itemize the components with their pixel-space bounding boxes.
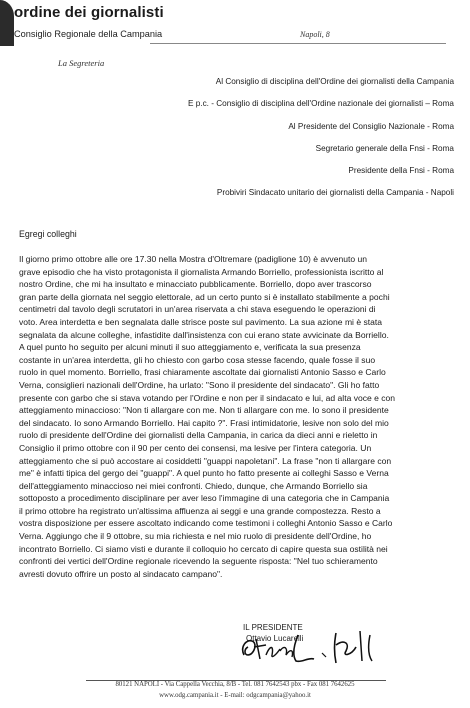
body-line: il primo ottobre ha registrato un'altissima affluenza ai seggi e una grande compostezza. Resto a (19, 505, 381, 516)
body-line: Consiglio il primo ottobre con il 90 per cento dei consensi, ma lesive per l'intera categoria. Un (19, 442, 372, 453)
body-line: dell'atteggiamento minaccioso nei miei confronti. Chiedo, dunque, che Armando Borriello sia (19, 480, 368, 491)
addressee: Al Consiglio di disciplina dell'Ordine dei giornalisti della Campania (215, 77, 454, 86)
footer-contacts: www.odg.campania.it - E-mail: odgcampania@yahoo.it (159, 692, 311, 699)
body-line: centimetri dal tavolo degli scrutatori in un'area riservata a chi stava eseguendo le operazioni di (19, 304, 376, 315)
org-subtitle: Consiglio Regionale della Campania (14, 29, 163, 39)
body-line: gran parte della giornata nel seggio elettorale, ad un certo punto si è installato stabilmente a pochi (19, 291, 390, 302)
place-date: Napoli, 8 (300, 30, 330, 39)
body-line: segnalata da alcune colleghe, infastidite dall'insistenza con cui erano state avvicinate da Borriello. (19, 329, 389, 340)
signature-name: Ottavio Lucarelli (246, 634, 304, 643)
body-line: grave episodio che ha visto protagonista il giornalista Armando Borriello, professionista iscritto al (19, 266, 384, 277)
header-divider (150, 43, 446, 44)
body-line: Il giorno primo ottobre alle ore 17.30 nella Mostra d'Oltremare (padiglione 10) è avvenuto un (19, 254, 367, 264)
body-line: del sindacato. Io sono Armando Borriello. Hai capito ?". Frasi intimidatorie, lesive non solo del mio (19, 417, 389, 428)
logo-icon (0, 0, 14, 46)
org-name: ordine dei giornalisti (14, 4, 164, 21)
body-line: confronti dei vertici dell'Ordine regionale ricevendo la seguente risposta: "Nel tuo schieramento (19, 556, 378, 567)
handwritten-signature (236, 625, 386, 667)
addressee: Al Presidente del Consiglio Nazionale - Roma (288, 121, 454, 131)
addressee: Probiviri Sindacato unitario dei giornalisti della Campania - Napoli (216, 188, 454, 198)
body-line: incontrato Borriello. Ci siamo visti e durante il colloquio ho cercato di capire questa sua ostilità nei (19, 543, 388, 554)
body-line: avresti dovuto offrire un posto al sindacato campano". (19, 568, 223, 579)
letter-body (19, 253, 457, 580)
body-line: A quel punto ho seguito per alcuni minuti il suo atteggiamento e, verificata la sua presenza (19, 342, 361, 353)
secretariat-label: La Segreteria (58, 58, 105, 68)
signature-role: IL PRESIDENTE (243, 623, 303, 632)
body-line: vostra disposizione per essere ascoltato indicando come testimoni i colleghi Antonio Sasso e Carlo (19, 518, 393, 529)
body-line: sottoposto a procedimento disciplinare per aver leso l'immagine di una categoria che in Campania (19, 493, 390, 504)
body-line: presente con garbo che si stava votando per l'Ordine e non per il sindacato e lui, ad alta voce e con (19, 392, 396, 403)
body-line: nostro Ordine, che mi ha insultato e minacciato pubblicamente. Borriello, dopo aver trascorso (19, 279, 372, 290)
body-line: ruolo in quel momento. Borriello, frasi chiaramente ascoltate dai giornalisti Antonio Sasso e Carlo (19, 367, 386, 378)
greeting: Egregi colleghi (19, 229, 77, 239)
footer-address: 80121 NAPOLI - Via Cappella Vecchia, 8/B - Tel. 081 7642543 pbx - Fax 081 7642625 (115, 681, 355, 688)
addressee-list (54, 76, 454, 210)
body-line: ruolo di presidente dell'Ordine dei giornalisti della Campania, in carica da dieci anni e rieletto in (19, 430, 378, 441)
addressee: Segretario generale della Fnsi - Roma (315, 143, 454, 153)
body-line: voto. Area interdetta e ben segnalata dalle strisce poste sul pavimento. La sua azione mi è stata (19, 316, 382, 327)
body-line: atteggiamento minaccioso: "Non ti allargare con me. Non ti allargare con me. Io sono il presidente (19, 405, 389, 416)
body-line: me" è infatti tipica del gergo dei "guappi". A quel punto ho fatto presente ai colleghi Sasso e Verna (19, 468, 389, 479)
body-line: costante in un'area interdetta, gli ho chiesto con garbo cosa stesse facendo, quale fosse il suo (19, 354, 376, 365)
addressee: E p.c. - Consiglio di disciplina dell'Ordine nazionale dei giornalisti – Roma (188, 99, 454, 109)
body-line: Verna. Aggiungo che il 9 ottobre, su mia richiesta e nel mio ruolo di presidente dell'Ordine, ho (19, 531, 372, 542)
body-line: Verna, consiglieri nazionali dell'Ordine, ha urlato: "Sono il presidente del sindacato". Gli ho fatto (19, 379, 380, 390)
addressee: Presidente della Fnsi - Roma (348, 166, 454, 176)
body-line: atteggiamento che si può accostare ai cosiddetti "guappi napoletani". La frase "non ti allargare con (19, 455, 392, 466)
